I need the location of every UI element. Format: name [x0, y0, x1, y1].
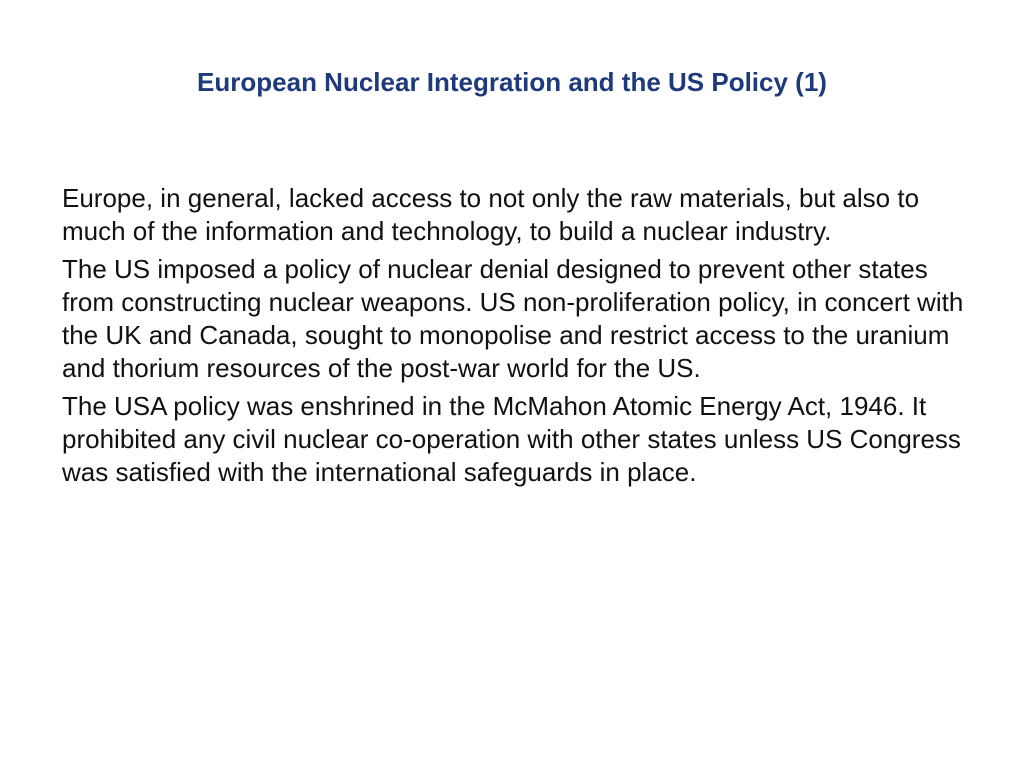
slide-body [62, 182, 967, 494]
slide-title: European Nuclear Integration and the US Policy (1) [197, 67, 827, 97]
paragraph-europe-access: Europe, in general, lacked access to not only the raw materials, but also to much of the information and technology, to build a nuclear industry. [62, 183, 920, 246]
paragraph-us-nuclear-denial: The US imposed a policy of nuclear denial designed to prevent other states from constructing nuclear weapons. US non-proliferation policy, in concert with the UK and Canada, sought to monopolise and restrict access to the uranium and thorium resources of the post-war world for the US. [62, 254, 964, 383]
paragraph-mcmahon-act: The USA policy was enshrined in the McMahon Atomic Energy Act, 1946. It prohibited any civil nuclear co-operation with other states unless US Congress was satisfied with the international safeguards in place. [62, 391, 961, 487]
